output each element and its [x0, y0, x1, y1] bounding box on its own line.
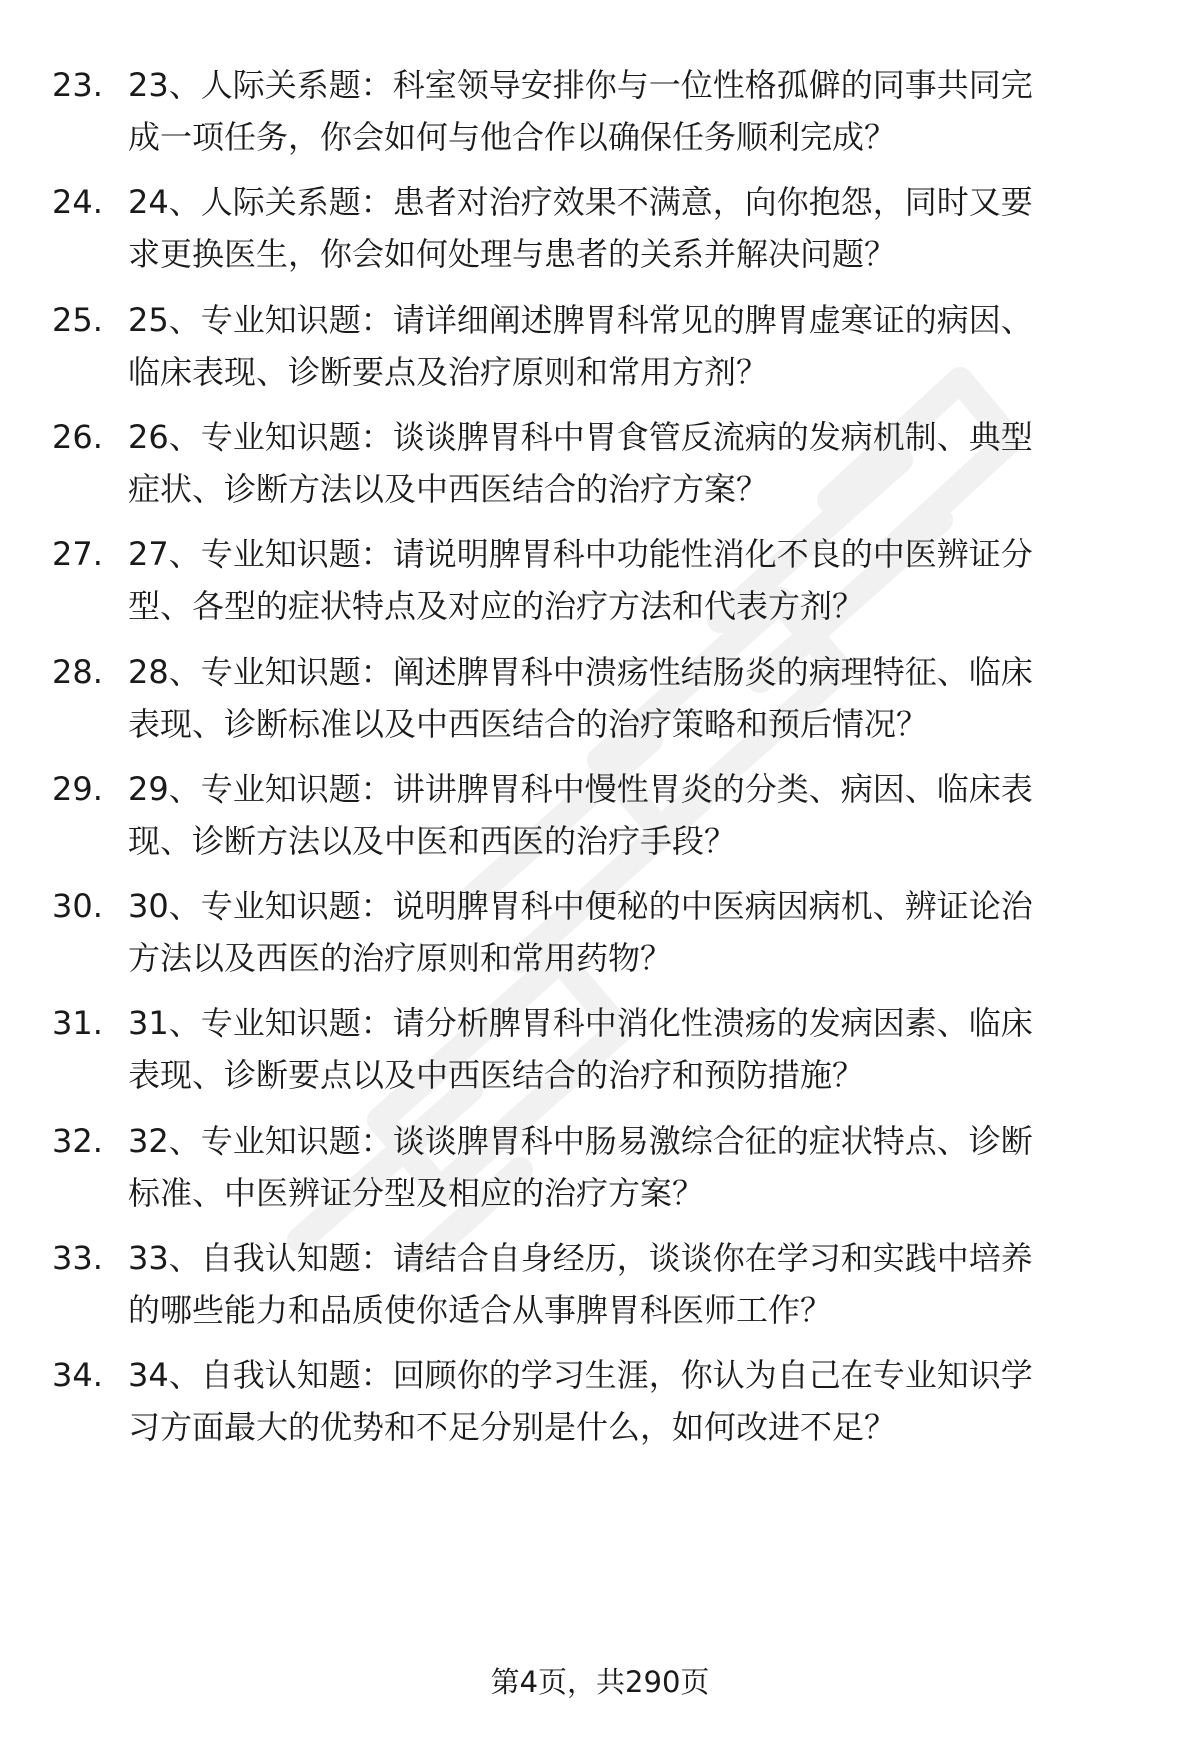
- question-text-line: 23、人际关系题：科室领导安排你与一位性格孤僻的同事共同完: [128, 66, 1033, 104]
- question-text-line: 25、专业知识题：请详细阐述脾胃科常见的脾胃虚寒证的病因、: [128, 301, 1033, 339]
- question-text: [128, 763, 1148, 867]
- question-item: [0, 176, 1200, 286]
- page-footer: [0, 1662, 1200, 1702]
- question-text-line: 24、人际关系题：患者对治疗效果不满意，向你抱怨，同时又要: [128, 183, 1033, 221]
- question-text-line: 习方面最大的优势和不足分别是什么，如何改进不足？: [128, 1408, 897, 1446]
- question-text: [128, 1349, 1148, 1453]
- question-item: [0, 528, 1200, 638]
- question-text-line: 成一项任务，你会如何与他合作以确保任务顺利完成？: [128, 118, 897, 156]
- question-number: 33.: [52, 1239, 103, 1277]
- question-item: [0, 411, 1200, 521]
- question-item: [0, 294, 1200, 404]
- question-item: [0, 1349, 1200, 1459]
- question-text: [128, 1115, 1148, 1219]
- question-text-line: 现、诊断方法以及中医和西医的治疗手段？: [128, 822, 737, 860]
- question-text: [128, 294, 1148, 398]
- question-item: [0, 997, 1200, 1107]
- question-number: 30.: [52, 887, 103, 925]
- question-number: 28.: [52, 653, 103, 691]
- question-number: 26.: [52, 418, 103, 456]
- question-text-line: 症状、诊断方法以及中西医结合的治疗方案？: [128, 470, 769, 508]
- question-text-line: 32、专业知识题：谈谈脾胃科中肠易激综合征的症状特点、诊断: [128, 1122, 1033, 1160]
- question-text-line: 型、各型的症状特点及对应的治疗方法和代表方剂？: [128, 587, 865, 625]
- question-text: [128, 997, 1148, 1101]
- question-number: 32.: [52, 1122, 103, 1160]
- question-item: [0, 763, 1200, 873]
- question-text-line: 28、专业知识题：阐述脾胃科中溃疡性结肠炎的病理特征、临床: [128, 653, 1033, 691]
- question-number: 23.: [52, 66, 103, 104]
- question-text-line: 表现、诊断标准以及中西医结合的治疗策略和预后情况？: [128, 705, 929, 743]
- question-text-line: 临床表现、诊断要点及治疗原则和常用方剂？: [128, 353, 769, 391]
- question-text-line: 31、专业知识题：请分析脾胃科中消化性溃疡的发病因素、临床: [128, 1004, 1033, 1042]
- question-number: 27.: [52, 535, 103, 573]
- question-item: [0, 1115, 1200, 1225]
- question-text-line: 30、专业知识题：说明脾胃科中便秘的中医病因病机、辨证论治: [128, 887, 1033, 925]
- question-number: 24.: [52, 183, 103, 221]
- question-text: [128, 880, 1148, 984]
- question-text-line: 27、专业知识题：请说明脾胃科中功能性消化不良的中医辨证分: [128, 535, 1033, 573]
- question-text-line: 33、自我认知题：请结合自身经历，谈谈你在学习和实践中培养: [128, 1239, 1033, 1277]
- question-item: [0, 880, 1200, 990]
- question-text: [128, 528, 1148, 632]
- question-text-line: 的哪些能力和品质使你适合从事脾胃科医师工作？: [128, 1291, 833, 1329]
- question-item: [0, 646, 1200, 756]
- question-text: [128, 646, 1148, 750]
- question-text: [128, 411, 1148, 515]
- question-number: 31.: [52, 1004, 103, 1042]
- question-text-line: 表现、诊断要点以及中西医结合的治疗和预防措施？: [128, 1056, 865, 1094]
- question-text-line: 29、专业知识题：讲讲脾胃科中慢性胃炎的分类、病因、临床表: [128, 770, 1033, 808]
- question-number: 29.: [52, 770, 103, 808]
- question-text: [128, 1232, 1148, 1336]
- question-number: 25.: [52, 301, 103, 339]
- question-item: [0, 1232, 1200, 1342]
- question-item: [0, 59, 1200, 169]
- question-number: 34.: [52, 1356, 103, 1394]
- question-text-line: 求更换医生，你会如何处理与患者的关系并解决问题？: [128, 235, 897, 273]
- question-text-line: 26、专业知识题：谈谈脾胃科中胃食管反流病的发病机制、典型: [128, 418, 1033, 456]
- question-text: [128, 59, 1148, 163]
- question-text: [128, 176, 1148, 280]
- question-text-line: 方法以及西医的治疗原则和常用药物？: [128, 939, 673, 977]
- question-text-line: 34、自我认知题：回顾你的学习生涯，你认为自己在专业知识学: [128, 1356, 1033, 1394]
- question-text-line: 标准、中医辨证分型及相应的治疗方案？: [128, 1174, 705, 1212]
- page-number-text: 第4页，共290页: [490, 1665, 710, 1699]
